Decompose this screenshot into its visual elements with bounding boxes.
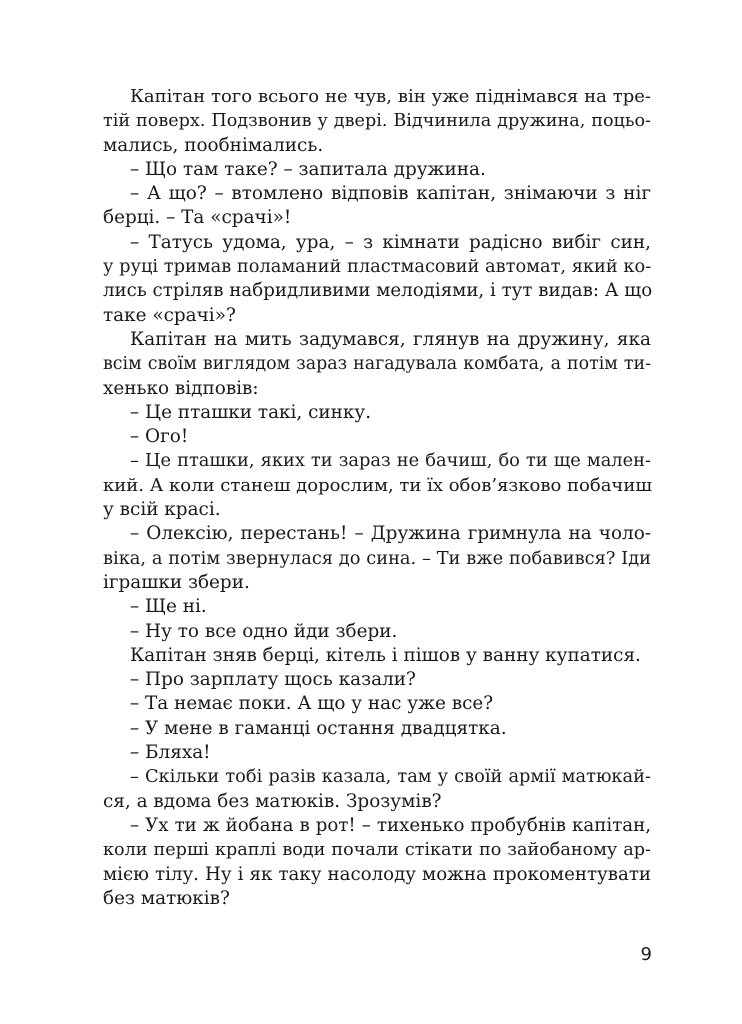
text-line: кий. А коли станеш дорослим, ти їх обов’язково побачиш xyxy=(103,474,653,496)
text-line: віка, а потім звернулася до сина. – Ти вже побавився? Іди xyxy=(103,547,651,569)
text-line: – Скільки тобі разів казала, там у своїй армії матюкай- xyxy=(130,766,651,788)
text-line: всім своїм виглядом зараз нагадувала комбата, а потім ти- xyxy=(103,354,651,375)
text-line: – Це пташки такі, синку. xyxy=(130,401,372,423)
text-line: – Татусь удома, ура, – з кімнати радісно вибіг син, xyxy=(130,231,651,253)
text-line: – Ще ні. xyxy=(130,596,207,618)
text-line: лись стріляв набридливими мелодіями, і тут видав: А що xyxy=(103,280,653,302)
text-line: коли перші краплі води почали стікати по зайобаному ар- xyxy=(103,840,651,861)
text-line: Капітан зняв берці, кітель і пішов у ванну купатися. xyxy=(130,644,641,666)
text-line: хенько відповів: xyxy=(103,377,259,399)
text-line: мались, пообнімались. xyxy=(103,134,324,156)
text-line: ся, а вдома без матюків. Зрозумів? xyxy=(103,790,442,812)
text-line: іграшки збери. xyxy=(103,571,250,593)
text-line: Капітан на мить задумався, глянув на дружину, яка xyxy=(130,328,651,350)
text-line: – Що там таке? – запитала дружина. xyxy=(130,158,486,180)
text-line: у всій красі. xyxy=(103,499,221,521)
text-line: – Про зарплату щось казали? xyxy=(130,669,416,691)
text-line: – Олексію, перестань! – Дружина гримнула на чоло- xyxy=(130,523,651,545)
body-text xyxy=(103,85,651,911)
text-line: – Ух ти ж йобана в рот! – тихенько пробубнів капітан, xyxy=(130,814,651,836)
text-line: Капітан того всього не чув, він уже піднімався на тре- xyxy=(130,86,651,107)
text-line: – Це пташки, яких ти зараз не бачиш, бо ти ще мален- xyxy=(130,450,651,472)
text-line: – Та немає поки. А що у нас уже все? xyxy=(130,693,494,715)
text-line: мією тілу. Ну і як таку насолоду можна прокоментувати xyxy=(103,863,651,885)
text-line: – У мене в гаманці остання двадцятка. xyxy=(130,717,507,739)
text-line: – Бляха! xyxy=(130,742,211,764)
page-number: 9 xyxy=(640,944,652,965)
text-line: у руці тримав поламаний пластмасовий автомат, який ко- xyxy=(103,256,652,278)
text-line: – Ну то все одно йди збери. xyxy=(130,620,398,642)
text-line: тій поверх. Подзвонив у двері. Відчинила дружина, поцьо- xyxy=(103,111,651,132)
text-line: – Ого! xyxy=(130,426,189,448)
text-line: берці. – Та «срачі»! xyxy=(103,207,292,229)
text-line: – А що? – втомлено відповів капітан, знімаючи з ніг xyxy=(130,183,651,205)
text-line: таке «срачі»? xyxy=(103,304,236,326)
text-line: без матюків? xyxy=(103,887,230,909)
